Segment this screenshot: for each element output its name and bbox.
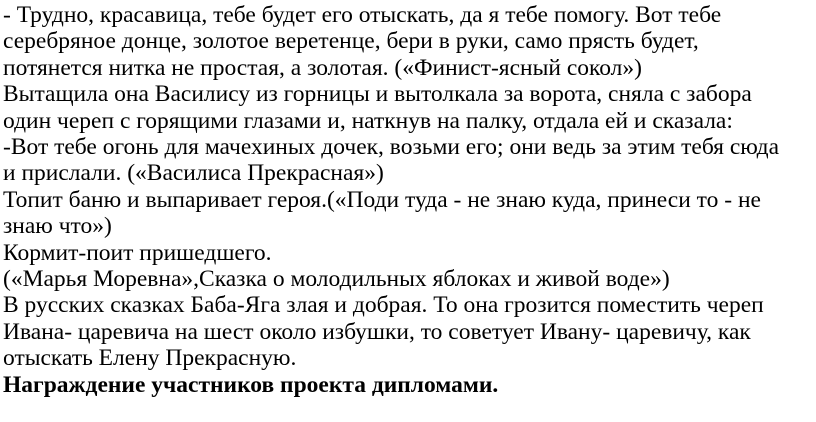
text-line: отыскать Елену Прекрасную. (3, 345, 297, 372)
text-line: один череп с горящими глазами и, наткнув на палку, отдала ей и сказала: (3, 107, 733, 134)
text-line: Топит баню и выпаривает героя.(«Поди туда - не знаю куда, принеси то - не (3, 186, 761, 213)
text-line: Кормит-поит пришедшего. (3, 239, 272, 266)
text-line: («Марья Моревна»,Сказка о молодильных яблоках и живой воде») (3, 266, 670, 293)
text-line: и прислали. («Василиса Прекрасная») (3, 160, 384, 187)
text-line: - Трудно, красавица, тебе будет его отыскать, да я тебе помогу. Вот тебе (3, 2, 722, 28)
text-line: В русских сказках Баба-Яга злая и добрая. То она грозится поместить череп (3, 292, 764, 319)
text-line: Ивана- царевича на шест около избушки, то советует Ивану- царевичу, как (3, 318, 751, 345)
closing-bold-line: Награждение участников проекта дипломами. (3, 371, 499, 398)
text-line: потянется нитка не простая, а золотая. («Финист-ясный сокол») (3, 54, 642, 81)
text-line: -Вот тебе огонь для мачехиных дочек, возьми его; они ведь за этим тебя сюда (3, 134, 780, 161)
text-line: Вытащила она Василису из горницы и вытолкала за ворота, сняла с забора (3, 81, 752, 108)
text-line: знаю что») (3, 213, 112, 240)
text-line: серебряное донце, золотое веретенце, бери в руки, само прясть будет, (3, 28, 699, 55)
